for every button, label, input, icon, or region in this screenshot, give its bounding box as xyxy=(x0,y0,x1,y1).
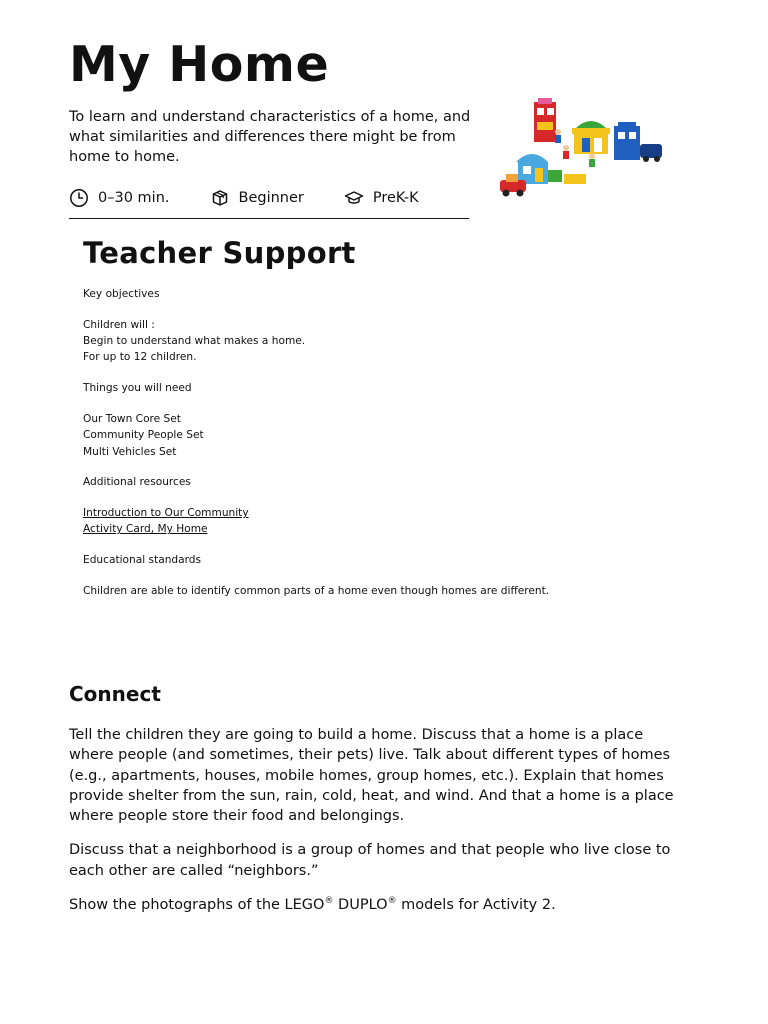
connect-paragraph: Discuss that a neighborhood is a group of homes and that people who live close to each other are called “neighbors.” xyxy=(69,842,671,879)
lesson-meta-bar xyxy=(69,188,469,219)
registered-mark: ® xyxy=(324,896,334,907)
key-objectives-label: Key objectives xyxy=(83,288,160,300)
things-needed-label: Things you will need xyxy=(83,382,192,395)
duration-label: 0–30 min. xyxy=(98,190,170,206)
text-span: DUPLO xyxy=(333,897,388,914)
text-span: models for Activity 2. xyxy=(396,897,556,914)
teacher-support-content xyxy=(83,286,683,599)
connect-paragraph-photos xyxy=(69,895,689,915)
page-title: My Home xyxy=(69,36,330,93)
activity-card-my-home-link[interactable]: Activity Card, My Home xyxy=(83,523,208,536)
connect-paragraph: Tell the children they are going to build a home. Discuss that a home is a place where people (and sometimes, their pets) live. Talk about different types of homes (e.g., apartments, houses, mobile homes, group homes, etc.). Explain that homes provide shelter from the sun, rain, cold, heat, and wind. And that a home is a place where people store their food and belongings. xyxy=(69,727,674,825)
duplo-models-image xyxy=(496,96,666,200)
materials-item: Community People Set xyxy=(83,429,204,442)
materials-item: Our Town Core Set xyxy=(83,412,181,425)
intro-text: To learn and understand characteristics of a home, and what similarities and differences there might be from home to home. xyxy=(69,109,471,165)
materials-item: Multi Vehicles Set xyxy=(83,445,177,458)
meta-duration xyxy=(69,188,170,208)
connect-section xyxy=(69,725,689,929)
additional-resources-label: Additional resources xyxy=(83,476,191,489)
teacher-support-heading: Teacher Support xyxy=(83,236,356,270)
children-will-label: Children will : xyxy=(83,318,155,331)
grade-label: PreK-K xyxy=(372,190,419,206)
registered-mark: ® xyxy=(387,896,397,907)
objective-item: For up to 12 children. xyxy=(83,351,197,364)
educational-standards-label: Educational standards xyxy=(83,554,202,567)
standard-item: Children are able to identify common parts of a home even though homes are different. xyxy=(83,585,550,598)
text-span: Show the photographs of the LEGO xyxy=(69,897,325,914)
box-icon xyxy=(210,188,230,208)
graduation-cap-icon xyxy=(344,188,364,208)
meta-level xyxy=(210,188,304,208)
level-label: Beginner xyxy=(238,190,304,206)
introduction-to-our-community-link[interactable]: Introduction to Our Community xyxy=(83,507,249,520)
objective-item: Begin to understand what makes a home. xyxy=(83,335,306,348)
meta-grade xyxy=(344,188,419,208)
clock-icon xyxy=(69,188,89,208)
connect-heading: Connect xyxy=(69,682,161,706)
